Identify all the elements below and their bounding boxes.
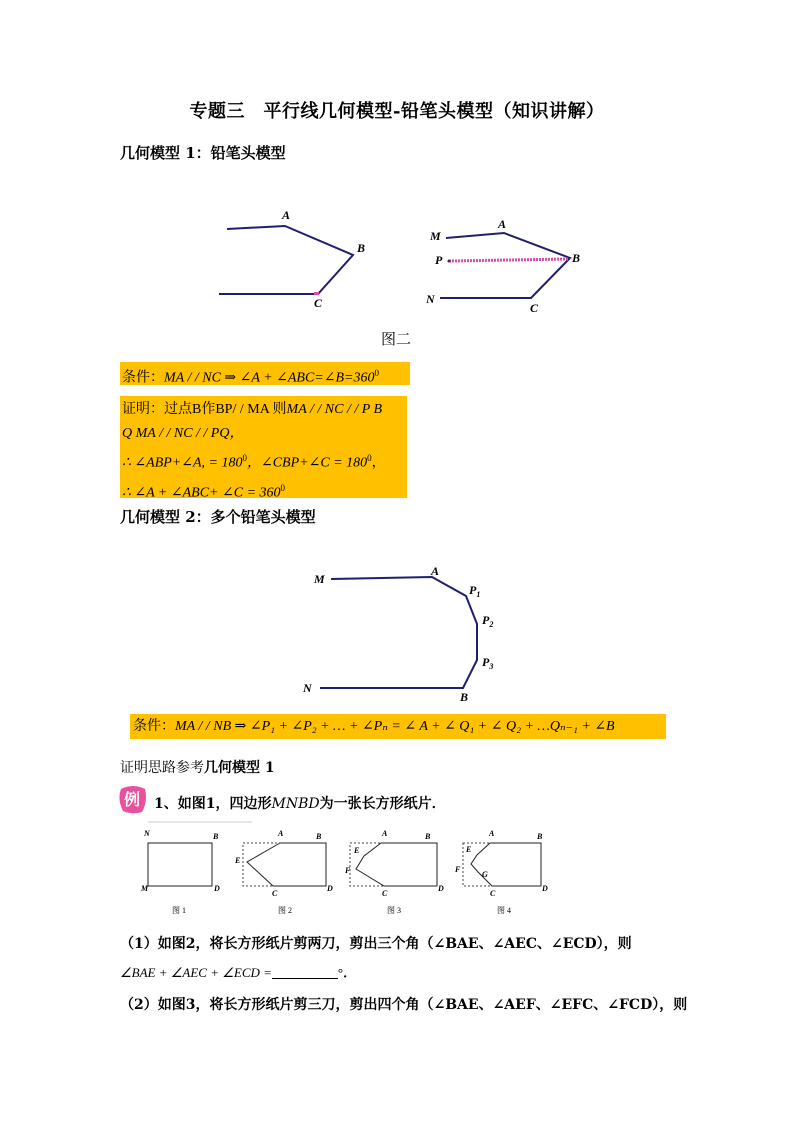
fig2-label-e: E <box>235 856 241 865</box>
label-p2: $P_2$ <box>482 613 494 629</box>
fig3-caption: 图 3 <box>387 906 401 915</box>
proof-line-1: 证明：过点B作BP/ / MA 则MA / / NC / / P B <box>122 402 383 417</box>
label-p1: $P_1$ <box>469 583 481 599</box>
condition-sup: 0 <box>374 368 379 378</box>
fig1-rectangle <box>148 843 212 886</box>
model2-heading: 几何模型 2：多个铅笔头模型 <box>120 508 316 526</box>
condition-prefix: 条件： <box>122 370 164 386</box>
fig3-label-b: B <box>425 832 431 841</box>
question-2: （2）如图3，将长方形纸片剪三刀，剪出四个角（∠BAE、∠AEF、∠EFC、∠FCD），则 <box>120 997 688 1013</box>
label-m-2: M <box>314 572 325 586</box>
fig4-label-d: D <box>542 884 548 893</box>
example-badge: 例 <box>124 790 141 809</box>
fig2-caption: 图 2 <box>278 906 292 915</box>
fig1-label-m: M <box>141 884 149 893</box>
condition2-prefix: 条件： <box>133 719 175 734</box>
label-c-2: C <box>530 301 539 315</box>
label-m: M <box>430 229 441 243</box>
fig4-cut <box>471 843 541 886</box>
fig4-label-c: C <box>490 889 496 898</box>
fig3-label-e: E <box>354 846 360 855</box>
fig4-label-g: G <box>482 870 488 879</box>
label-a: A <box>282 208 291 222</box>
fig3-label-f: F <box>345 866 351 875</box>
fig3-cut <box>356 843 437 886</box>
fig1-label-n: N <box>144 829 150 838</box>
condition-formula: MA / / NC ⇒ ∠A + ∠ABC=∠B=360 <box>164 370 375 386</box>
label-p3: $P_3$ <box>482 655 494 671</box>
fig4-caption: 图 4 <box>497 906 511 915</box>
question-1-answer-line: ∠BAE + ∠AEC + ∠ECD = °． <box>120 965 357 980</box>
condition2-formula: MA / / NB ⇒ ∠P₁ + ∠P₂ + … + ∠Pₙ = ∠ A + ∠ Q₁ + ∠ Q₂ + …Qₙ₋₁ + ∠B <box>175 719 615 734</box>
answer-blank[interactable] <box>272 964 338 979</box>
label-b: B <box>357 241 366 255</box>
fig1-label-b: B <box>213 832 219 841</box>
label-b-3: B <box>460 690 469 704</box>
fig4-label-b: B <box>537 832 543 841</box>
fig2-label-b: B <box>316 832 322 841</box>
fig3-label-c: C <box>382 889 388 898</box>
label-n: N <box>426 292 435 306</box>
label-p: P <box>435 253 443 267</box>
label-b-2: B <box>572 251 581 265</box>
fig3-label-d: D <box>438 884 444 893</box>
label-n-2: N <box>303 681 312 695</box>
fig2-label-c: C <box>272 889 278 898</box>
fig4-label-a: A <box>489 829 495 838</box>
fig2-cut <box>247 843 326 886</box>
fig4-label-e: E <box>466 845 472 854</box>
fig4-label-f: F <box>455 865 461 874</box>
fig2-label-d: D <box>327 884 333 893</box>
proof-line-2: Q MA / / NC / / PQ， <box>122 426 244 441</box>
fig1-caption: 图 1 <box>172 906 186 915</box>
fig2-label-a: A <box>278 829 284 838</box>
proof-line-4: ∴ ∠A + ∠ABC+ ∠C = $360^0$ <box>122 482 286 501</box>
question-1: （1）如图2，将长方形纸片剪两刀，剪出三个角（∠BAE、∠AEC、∠ECD），则 <box>120 936 632 952</box>
proof-line-3: ∴ ∠ABP+∠A, = $180^0$，∠CBP+∠C = $180^0$， <box>122 453 386 471</box>
example-intro: 1、如图1，四边形MNBD为一张长方形纸片． <box>154 796 446 812</box>
label-c: C <box>314 296 323 310</box>
label-a-2: A <box>498 217 507 231</box>
figure-caption: 图二 <box>381 330 412 348</box>
label-a-3: A <box>431 564 440 578</box>
model1-heading: 几何模型 1：铅笔头模型 <box>120 144 286 162</box>
page-title: 专题三 平行线几何模型-铅笔头模型（知识讲解） <box>189 101 605 122</box>
fig1-label-d: D <box>214 884 220 893</box>
proof-hint: 证明思路参考几何模型 1 <box>120 760 275 776</box>
fig3-label-a: A <box>382 829 388 838</box>
